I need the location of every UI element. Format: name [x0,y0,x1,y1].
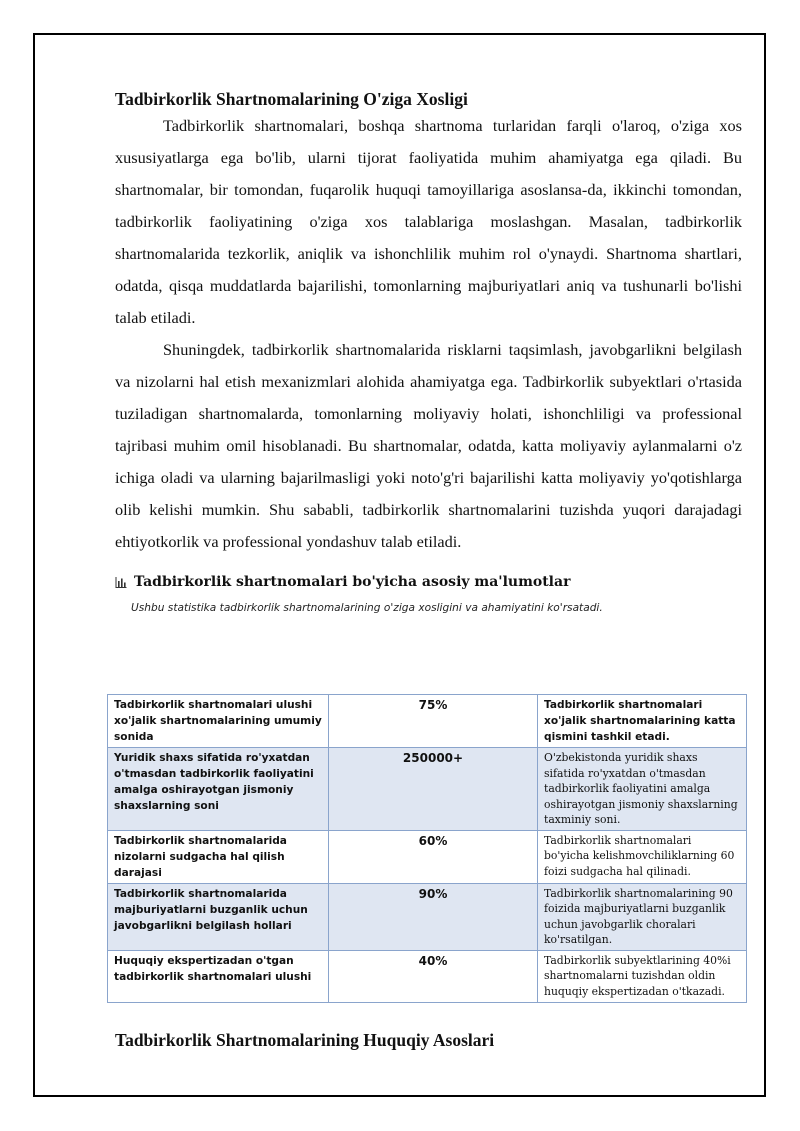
stat-value: 250000+ [329,748,538,831]
stat-description: Tadbirkorlik shartnomalari xo'jalik shartnomalarining katta qismini tashkil etadi. [538,695,747,748]
section-heading: Tadbirkorlik Shartnomalarining Huquqiy Asoslari [115,1030,495,1050]
stat-description: Tadbirkorlik subyektlarining 40%i shartnomalarni tuzishdan oldin huquqiy ekspertizadan o'tkazadi. [538,950,747,1002]
table-row [108,950,747,1002]
stats-subtitle: Ushbu statistika tadbirkorlik shartnomalarining o'ziga xosligini va ahamiyatini ko'rsatadi. [131,602,603,614]
stat-description: Tadbirkorlik shartnomalari bo'yicha kelishmovchiliklarning 60 foizi sudgacha hal qilinadi. [538,830,747,883]
paragraph: Shuningdek, tadbirkorlik shartnomalarida risklarni taqsimlash, javobgarlikni belgilash va nizolarni hal etish mexanizmlari alohida ahamiyatga ega. Tadbirkorlik subyektlari o'rtasida tuziladigan shartnomalarda, tomonlarning moliyaviy holati, ishonchliligi va professional tajribasi muhim omil hisoblanadi. Bu shartnomalar, odatda, katta moliyaviy aylanmalarni o'z ichiga oladi va ularning bajarilmasligi yoki noto'g'ri bajarilishi katta moliyaviy yo'qotishlarga olib kelishi mumkin. Shu sababli, tadbirkorlik shartnomalarini tuzishda yuqori darajadagi ehtiyotkorlik va professional yondashuv talab etiladi. [115,340,742,551]
stat-label: Tadbirkorlik shartnomalarida nizolarni sudgacha hal qilish darajasi [108,830,329,883]
stat-label: Tadbirkorlik shartnomalari ulushi xo'jalik shartnomalarining umumiy sonida [108,695,329,748]
table-row [108,748,747,831]
stats-title [115,572,742,592]
bar-chart-icon [115,576,127,588]
section-heading: Tadbirkorlik Shartnomalarining O'ziga Xosligi [115,89,468,109]
paragraph: Tadbirkorlik shartnomalari, boshqa shartnoma turlaridan farqli o'laroq, o'ziga xos xususiyatlarga ega bo'lib, ularni tijorat faoliyatida muhim ahamiyatga ega qiladi. Bu shartnomalar, bir tomondan, fuqarolik huquqi tamoyillariga asoslansa-da, ikkinchi tomondan, tadbirkorlik faoliyatining o'ziga xos talablariga moslashgan. Masalan, tadbirkorlik shartnomalarida tezkorlik, aniqlik va ishonchlilik muhim rol o'ynaydi. Shartnoma shartlari, odatda, qisqa muddatlarda bajarilishi, tomonlarning majburiyatlari aniq va tushunarli bo'lishi talab etiladi. [115,116,742,327]
stats-table [107,694,747,1003]
stat-value: 40% [329,950,538,1002]
stats-title-text: Tadbirkorlik shartnomalari bo'yicha asosiy ma'lumotlar [134,574,571,590]
stat-value: 60% [329,830,538,883]
stat-value: 90% [329,883,538,950]
stat-label: Yuridik shaxs sifatida ro'yxatdan o'tmasdan tadbirkorlik faoliyatini amalga oshirayotgan jismoniy shaxslarning soni [108,748,329,831]
table-row [108,830,747,883]
table-row [108,695,747,748]
stat-value: 75% [329,695,538,748]
stat-description: Tadbirkorlik shartnomalarining 90 foizida majburiyatlarni buzganlik uchun javobgarlik choralari ko'rsatilgan. [538,883,747,950]
stat-label: Huquqiy ekspertizadan o'tgan tadbirkorlik shartnomalari ulushi [108,950,329,1002]
table-row [108,883,747,950]
stat-label: Tadbirkorlik shartnomalarida majburiyatlarni buzganlik uchun javobgarlikni belgilash hollari [108,883,329,950]
document-body [114,88,742,1050]
stat-description: O'zbekistonda yuridik shaxs sifatida ro'yxatdan o'tmasdan tadbirkorlik faoliyatini amalga oshirayotgan jismoniy shaxslarning taxminiy soni. [538,748,747,831]
